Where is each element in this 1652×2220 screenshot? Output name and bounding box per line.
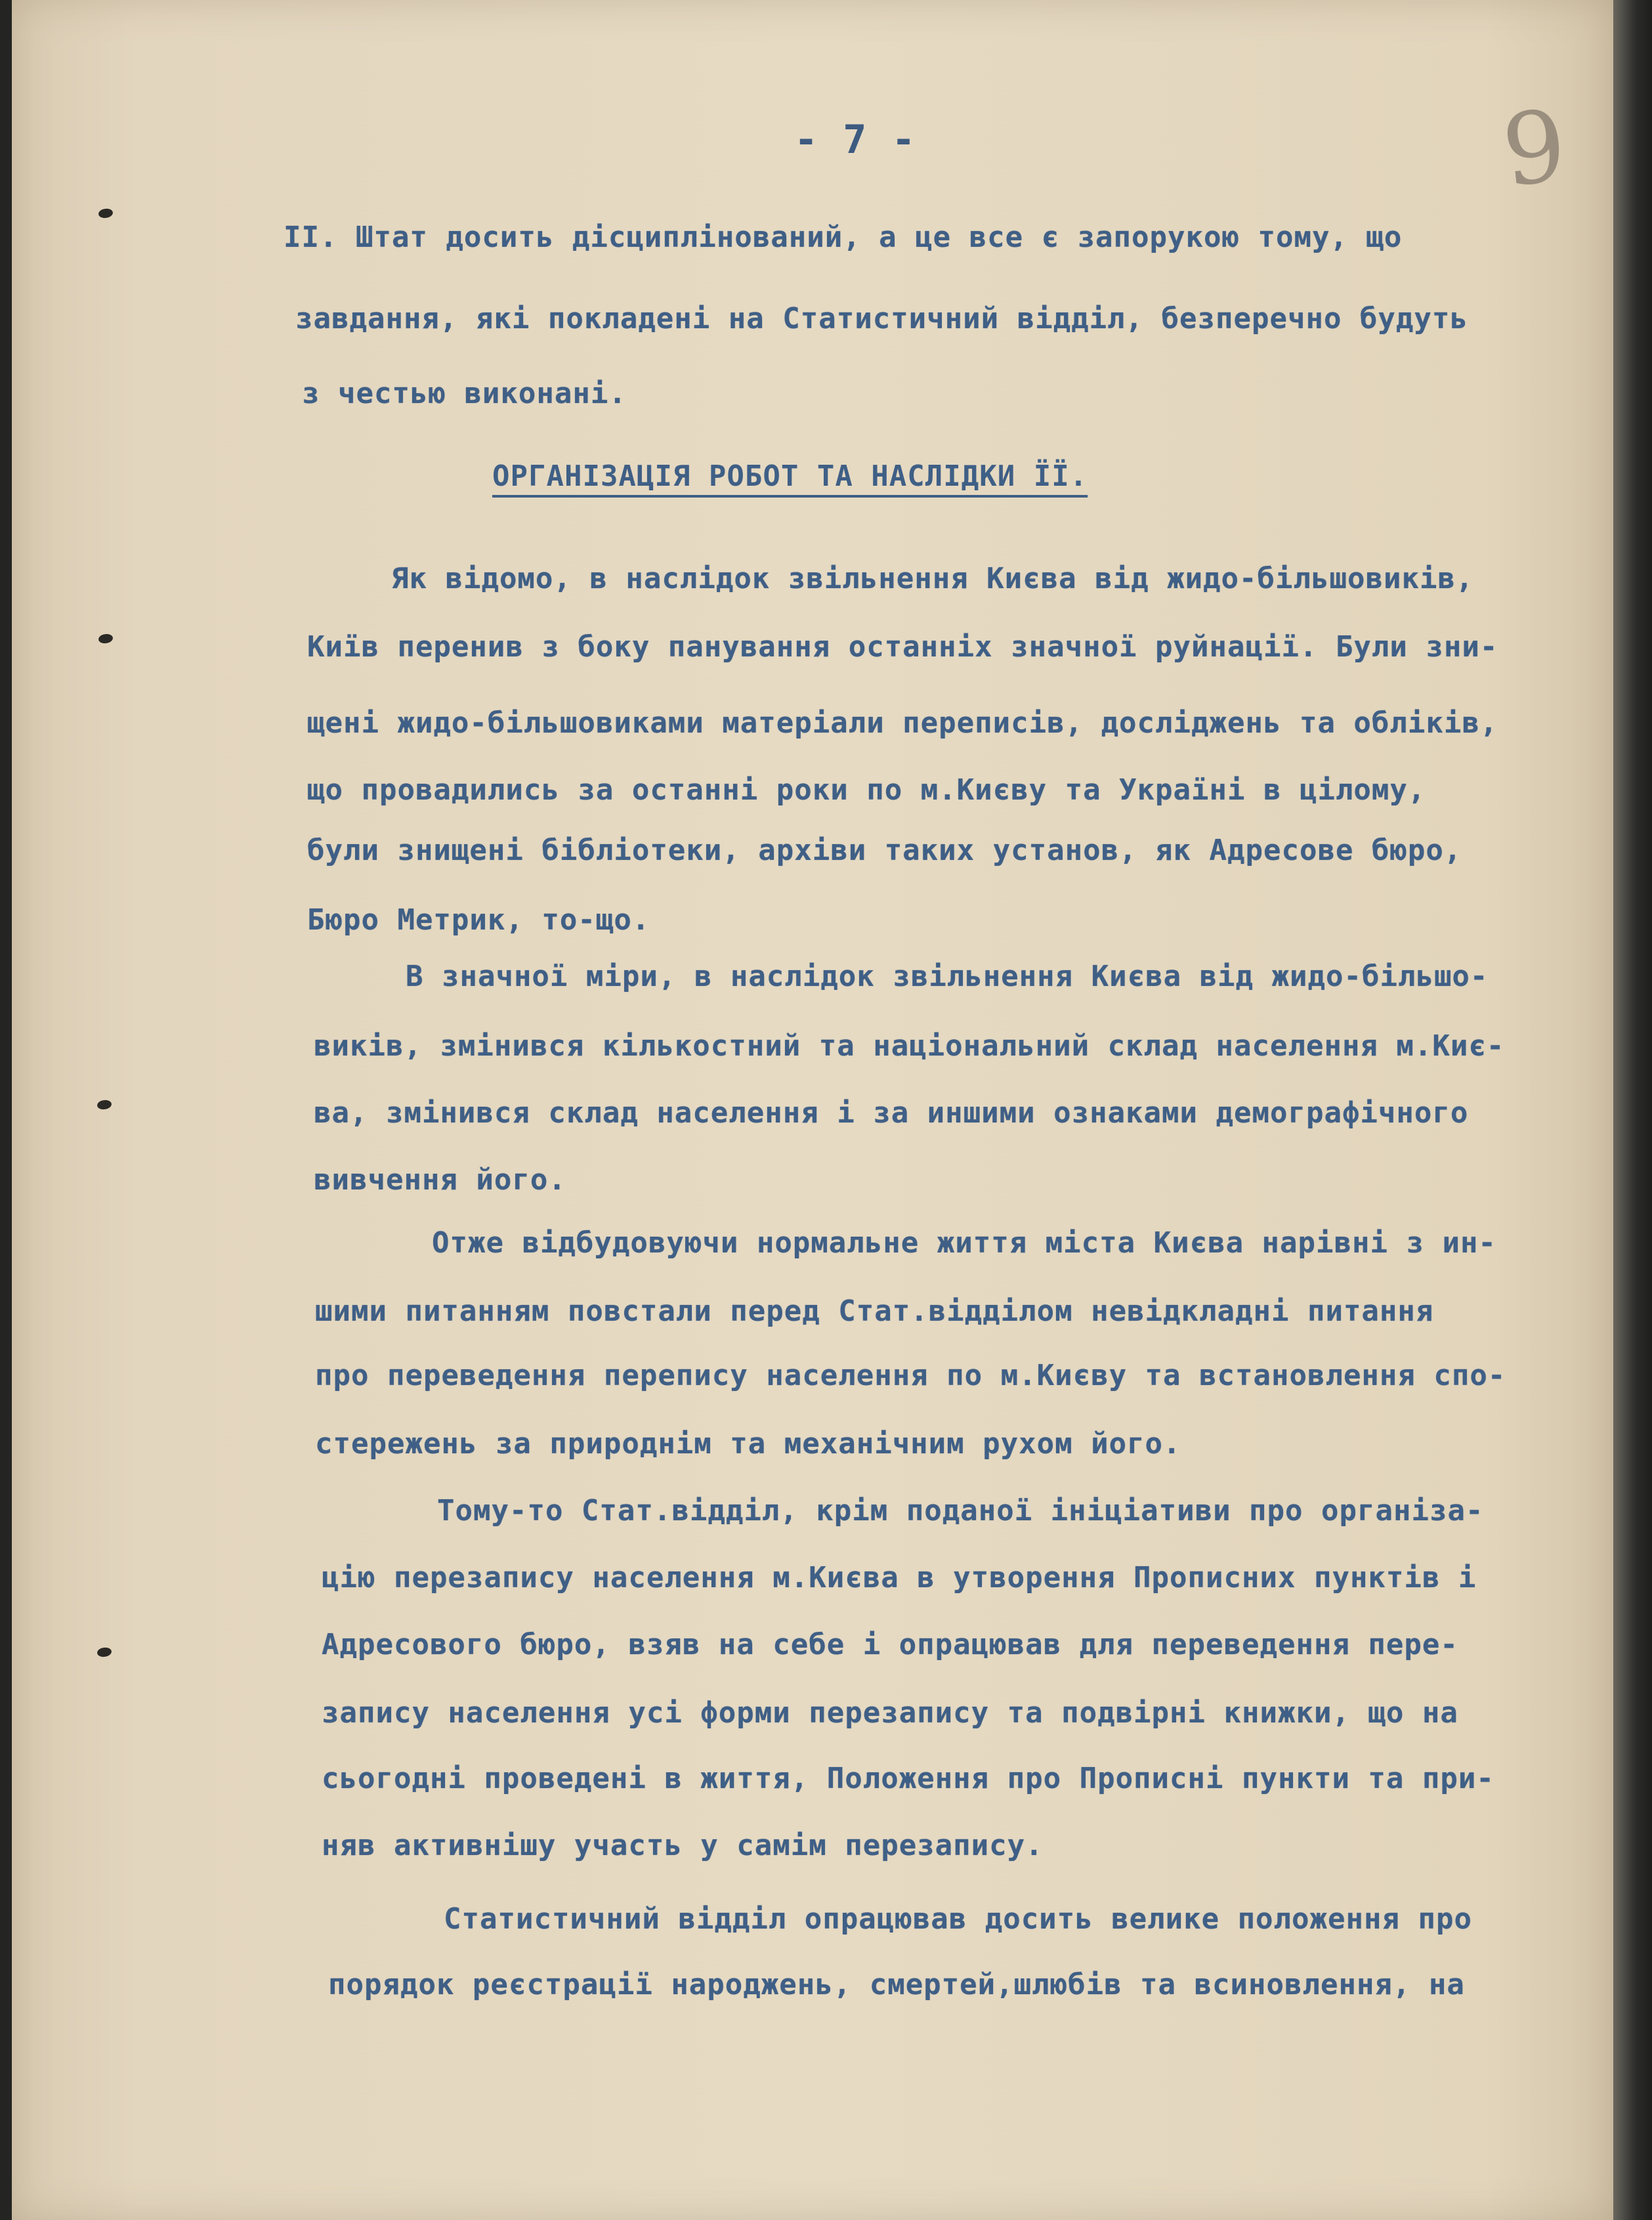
text-line: сьогодні проведені в життя, Положення про Прописні пункти та при- <box>322 1762 1494 1795</box>
text-line: Адресового бюро, взяв на себе і опрацював для переведення пере- <box>322 1628 1458 1661</box>
text-line: були знищені бібліотеки, архіви таких установ, як Адресове бюро, <box>307 834 1462 867</box>
text-line: ІІ. Штат досить дісциплінований, а це все є запорукою тому, що <box>284 221 1403 254</box>
text-line: про переведення перепису населення по м.Києву та встановлення спо- <box>315 1359 1506 1392</box>
page-number: - 7 - <box>794 117 916 163</box>
text-line: ва, змінився склад населення і за иншими ознаками демографічного <box>314 1096 1469 1130</box>
text-line: що провадились за останні роки по м.Києву та Україні в цілому, <box>307 773 1426 807</box>
text-line: Тому-то Стат.відділ, крім поданої ініціативи про організа- <box>437 1494 1484 1527</box>
text-line: з честью виконані. <box>302 377 627 410</box>
section-heading: ОРГАНІЗАЦІЯ РОБОТ ТА НАСЛІДКИ ЇЇ. <box>492 459 1088 493</box>
text-line: завдання, які покладені на Статистичний відділ, безперечно будуть <box>295 302 1468 335</box>
archive-folio-number: 9 <box>1497 89 1573 209</box>
text-line: порядок реєстрації народжень, смертей,шлюбів та всиновлення, на <box>328 1968 1465 2001</box>
text-line: няв активнішу участь у самім перезапису. <box>322 1829 1044 1862</box>
text-line: Як відомо, в наслідок звільнення Києва від жидо-більшовиків, <box>391 562 1474 595</box>
text-line: щені жидо-більшовиками матеріали переписів, досліджень та обліків, <box>307 706 1498 740</box>
text-line: виків, змінився кількостний та національний склад населення м.Киє- <box>314 1029 1505 1063</box>
text-line: Статистичний відділ опрацював досить велике положення про <box>444 1902 1472 1936</box>
text-line: шими питанням повстали перед Стат.відділом невідкладні питання <box>315 1294 1434 1328</box>
text-line: Отже відбудовуючи нормальне життя міста Києва нарівні з ин- <box>432 1226 1496 1260</box>
text-line: стережень за природнім та механічним рухом його. <box>315 1427 1181 1461</box>
text-line: Бюро Метрик, то-що. <box>307 903 650 937</box>
text-line: В значної міри, в наслідок звільнення Києва від жидо-більшо- <box>406 960 1489 993</box>
text-line: запису населення усі форми перезапису та подвірні книжки, що на <box>322 1696 1458 1730</box>
text-line: Київ перенив з боку панування останніх значної руйнації. Були зни- <box>307 630 1498 664</box>
text-line: цію перезапису населення м.Києва в утворення Прописних пунктів і <box>322 1561 1477 1594</box>
text-line: вивчення його. <box>314 1163 566 1197</box>
